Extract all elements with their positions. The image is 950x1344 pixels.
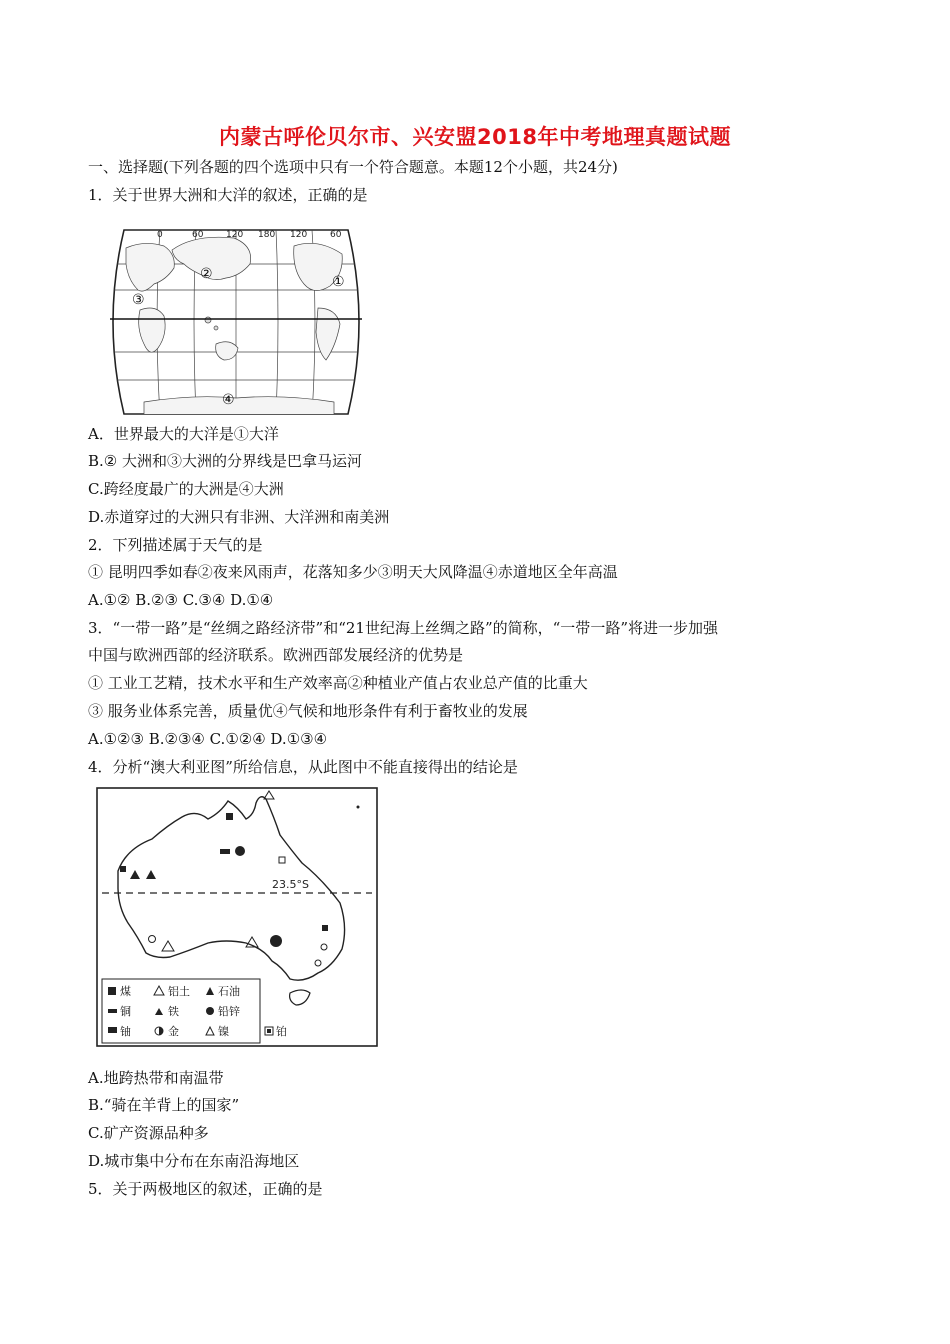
q4-option-c: C.矿产资源品种多 (88, 1124, 209, 1142)
question-2-stem: 2．下列描述属于天气的是 (88, 536, 263, 554)
question-3-item-line1: ① 工业工艺精，技术水平和生产效率高②种植业产值占农业总产值的比重大 (88, 674, 588, 692)
lon-label: 120 (290, 230, 308, 240)
question-3-options: A.①②③ B.②③④ C.①②④ D.①③④ (88, 730, 328, 748)
question-3-stem-line1: 3．“一带一路”是“丝绸之路经济带”和“21世纪海上丝绸之路”的简称，“一带一路”将进一步加强 (88, 619, 718, 637)
question-3-item-line2: ③ 服务业体系完善，质量优④气候和地形条件有利于畜牧业的发展 (88, 702, 528, 720)
q1-option-b: B.② 大洲和③大洲的分界线是巴拿马运河 (88, 452, 363, 470)
question-2-options: A.①② B.②③ C.③④ D.①④ (88, 591, 274, 609)
lon-label: 0 (157, 230, 163, 240)
q4-option-b: B.“骑在羊背上的国家” (88, 1096, 240, 1114)
map-marker-4: ④ (222, 392, 235, 408)
section-header: 一、选择题(下列各题的四个选项中只有一个符合题意。本题12个小题，共24分) (88, 158, 618, 176)
legend-label: 铜 (120, 1005, 131, 1018)
question-2-items: ① 昆明四季如春②夜来风雨声，花落知多少③明天大风降温④赤道地区全年高温 (88, 563, 618, 581)
page-title: 内蒙古呼伦贝尔市、兴安盟2018年中考地理真题试题 (219, 125, 731, 149)
map-marker-2: ② (200, 266, 213, 282)
q1-option-c: C.跨经度最广的大洲是④大洲 (88, 480, 284, 498)
map-marker-1: ① (332, 274, 345, 290)
map-marker-3: ③ (132, 292, 145, 308)
q4-option-d: D.城市集中分布在东南沿海地区 (88, 1152, 300, 1170)
legend-label: 铀 (120, 1025, 131, 1038)
question-5-stem: 5．关于两极地区的叙述，正确的是 (88, 1180, 323, 1198)
q4-option-a: A.地跨热带和南温带 (88, 1069, 224, 1087)
australia-map (96, 787, 378, 1047)
legend-label: 石油 (218, 985, 240, 998)
lon-label: 120 (226, 230, 244, 240)
map-legend (102, 979, 260, 1043)
q1-option-a: A．世界最大的大洋是①大洋 (88, 425, 279, 443)
question-4-stem: 4．分析“澳大利亚图”所给信息，从此图中不能直接得出的结论是 (88, 758, 518, 776)
lon-label: 60 (192, 230, 204, 240)
legend-label: 金 (168, 1025, 179, 1038)
legend-label: 铅锌 (218, 1005, 240, 1018)
q1-option-d: D.赤道穿过的大洲只有非洲、大洋洲和南美洲 (88, 508, 390, 526)
world-map (104, 224, 368, 420)
tropic-label: 23.5°S (272, 878, 309, 891)
legend-label: 煤 (120, 985, 131, 998)
lon-label: 180 (258, 230, 276, 240)
legend-label: 铁 (168, 1005, 179, 1018)
legend-label: 镍 (218, 1025, 229, 1038)
lon-label: 60 (330, 230, 342, 240)
legend-label: 铝土 (168, 985, 190, 998)
question-1-stem: 1．关于世界大洲和大洋的叙述，正确的是 (88, 186, 368, 204)
legend-label: 铂 (276, 1025, 287, 1038)
question-3-stem-line2: 中国与欧洲西部的经济联系。欧洲西部发展经济的优势是 (88, 646, 464, 664)
